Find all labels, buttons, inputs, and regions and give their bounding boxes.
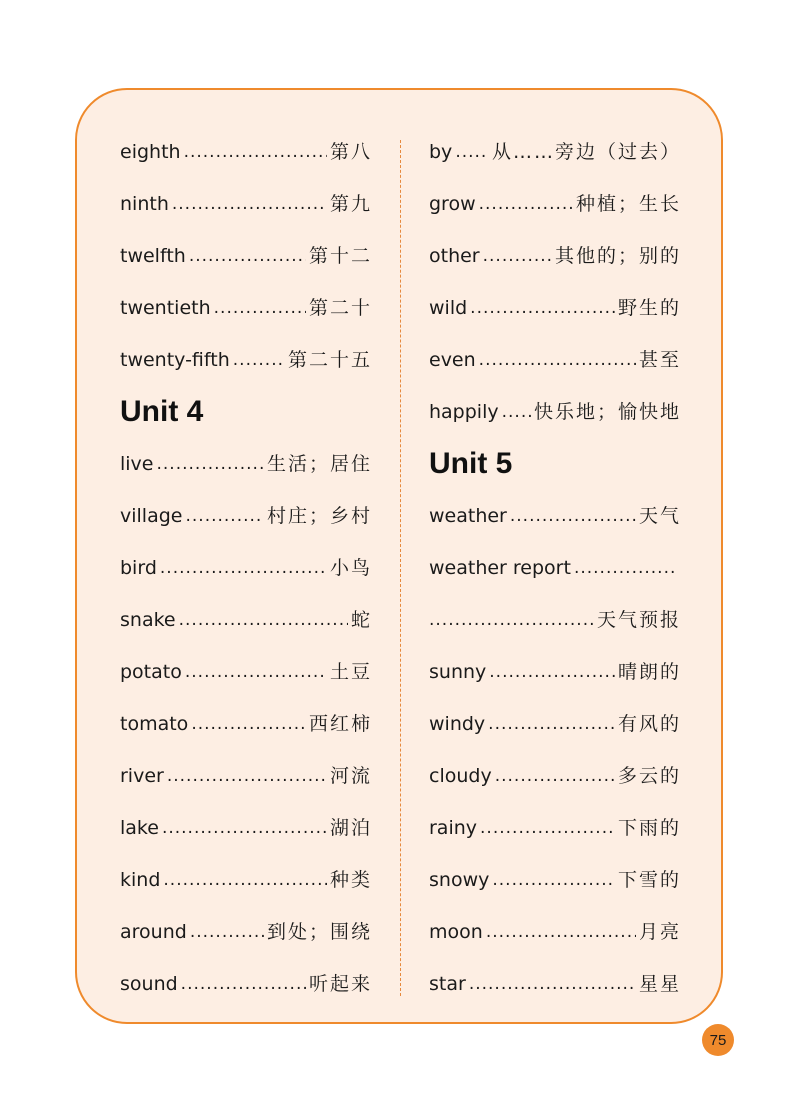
dot-leader [172,196,327,213]
english-word: lake [120,816,159,839]
dot-leader [483,248,552,265]
dot-leader [163,872,327,889]
dot-leader [479,352,636,369]
chinese-meaning: 生活；居住 [266,452,372,475]
chinese-meaning: 第八 [329,140,372,163]
chinese-meaning: 第九 [329,192,372,215]
vocab-row [429,334,681,386]
dot-leader [233,352,285,369]
chinese-meaning: 有风的 [617,712,681,735]
english-word: ninth [120,192,169,215]
dot-leader [488,716,615,733]
english-word: even [429,348,476,371]
vocab-row [120,542,372,594]
dot-leader [184,144,327,161]
english-word: wild [429,296,468,319]
english-word: tomato [120,712,189,735]
chinese-meaning: 种植；生长 [575,192,681,215]
english-word: eighth [120,140,181,163]
dot-leader [489,664,615,681]
vocab-row [429,230,681,282]
chinese-meaning: 下雪的 [617,868,681,891]
vocab-row [120,594,372,646]
vocab-row [429,178,681,230]
left-rows-top [120,126,372,386]
chinese-meaning: 湖泊 [329,816,372,839]
chinese-meaning: 下雨的 [617,816,681,839]
chinese-meaning: 西红柿 [308,712,372,735]
english-word: twelfth [120,244,186,267]
chinese-meaning: 甚至 [638,348,681,371]
unit-5-heading: Unit 5 [429,447,513,480]
right-column [429,126,681,1010]
dot-leader [185,508,264,525]
vocab-row [120,126,372,178]
dot-leader [214,300,306,317]
dot-leader [167,768,327,785]
dot-leader [495,768,615,785]
english-word: sunny [429,660,487,683]
chinese-meaning: 多云的 [617,764,681,787]
dot-leader [455,144,489,161]
vocab-row [429,698,681,750]
dot-leader [160,560,327,577]
vocab-row [120,802,372,854]
vocab-row [120,646,372,698]
english-word: twentieth [120,296,211,319]
vocab-row [120,490,372,542]
vocab-row [120,282,372,334]
column-divider [400,140,401,996]
english-word: bird [120,556,157,579]
english-word: sound [120,972,178,995]
dot-leader [469,976,636,993]
right-rows-bottom [429,490,681,1010]
dot-leader [185,664,327,681]
dot-leader [480,820,615,837]
dot-leader [179,612,348,629]
dot-leader [189,248,306,265]
vocab-row [429,386,681,438]
english-word: snake [120,608,176,631]
vocab-row [120,334,372,386]
vocab-row [429,906,681,958]
chinese-meaning: 星星 [638,972,681,995]
english-word: potato [120,660,182,683]
chinese-meaning: 到处；围绕 [266,920,372,943]
right-rows-top [429,126,681,438]
chinese-meaning: 种类 [329,868,372,891]
chinese-meaning: 村庄；乡村 [266,504,372,527]
dot-leader [510,508,636,525]
vocab-row [429,594,681,646]
chinese-meaning: 晴朗的 [617,660,681,683]
english-word: grow [429,192,476,215]
chinese-meaning: 天气 [638,504,681,527]
english-word: weather report [429,556,571,579]
english-word: windy [429,712,486,735]
chinese-meaning: 小鸟 [329,556,372,579]
vocab-row [429,646,681,698]
dot-leader [574,560,678,577]
dot-leader [157,456,264,473]
vocab-row [429,282,681,334]
vocab-row [429,126,681,178]
dot-leader [162,820,327,837]
vocab-row [120,438,372,490]
vocab-row [120,750,372,802]
chinese-meaning: 从……旁边（过去） [491,140,681,163]
english-word: rainy [429,816,478,839]
vocab-row [120,958,372,1010]
english-word: by [429,140,453,163]
left-rows-bottom [120,438,372,1010]
dot-leader [492,872,615,889]
chinese-meaning: 听起来 [308,972,372,995]
chinese-meaning: 月亮 [638,920,681,943]
english-word: around [120,920,187,943]
english-word: twenty-fifth [120,348,230,371]
vocab-row [429,802,681,854]
english-word: happily [429,400,499,423]
english-word: live [120,452,154,475]
english-word: weather [429,504,507,527]
dot-leader [191,716,306,733]
english-word: village [120,504,183,527]
english-word: cloudy [429,764,492,787]
chinese-meaning: 第十二 [308,244,372,267]
chinese-meaning: 快乐地；愉快地 [533,400,681,423]
vocab-row [120,854,372,906]
vocab-row [429,750,681,802]
vocab-row [120,698,372,750]
dot-leader [181,976,306,993]
english-word: other [429,244,480,267]
chinese-meaning: 土豆 [329,660,372,683]
chinese-meaning: 蛇 [350,608,372,631]
dot-leader [429,612,594,629]
vocab-row [429,958,681,1010]
english-word: kind [120,868,161,891]
chinese-meaning: 天气预报 [596,608,681,631]
vocab-row [429,542,681,594]
vocab-row [120,230,372,282]
dot-leader [470,300,615,317]
vocab-row [120,178,372,230]
vocab-row [120,906,372,958]
unit-4-heading: Unit 4 [120,395,204,428]
chinese-meaning: 河流 [329,764,372,787]
chinese-meaning: 其他的；别的 [554,244,681,267]
page-number: 75 [702,1024,734,1056]
english-word: snowy [429,868,490,891]
left-column [120,126,372,1010]
dot-leader [486,924,636,941]
chinese-meaning: 第二十 [308,296,372,319]
chinese-meaning: 野生的 [617,296,681,319]
vocab-row [429,854,681,906]
dot-leader [190,924,264,941]
english-word: star [429,972,466,995]
dot-leader [502,404,531,421]
chinese-meaning: 第二十五 [287,348,372,371]
dot-leader [479,196,573,213]
english-word: moon [429,920,483,943]
vocab-row [429,490,681,542]
english-word: river [120,764,164,787]
